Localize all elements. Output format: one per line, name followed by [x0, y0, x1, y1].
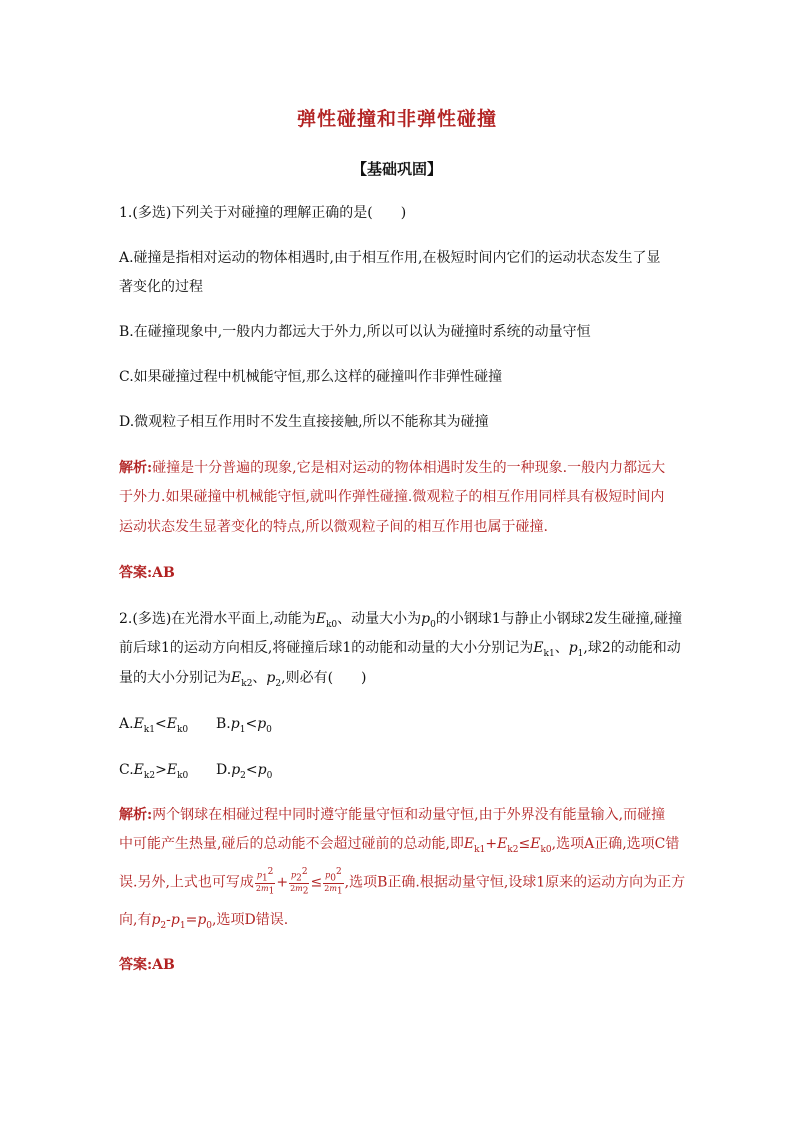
- fraction-p0: $\frac{p_0^2}{2m_1}$: [324, 867, 343, 897]
- q2-analysis-label: 解析:: [119, 807, 153, 823]
- q1-stem: 1.(多选)下列关于对碰撞的理解正确的是( ): [119, 205, 407, 221]
- q2-stem-line2: 前后球1的运动方向相反,将碰撞后球1的动能和动量的大小分别记为$E_{k1}$、$p_1$,球2的动能和动: [119, 640, 681, 659]
- q1-option-a-line2: 著变化的过程: [119, 279, 203, 295]
- q1-analysis-label: 解析:: [119, 460, 153, 476]
- q2-analysis-line1: 解析:两个钢球在相碰过程中同时遵守能量守恒和动量守恒,由于外界没有能量输入,而碰撞: [119, 807, 666, 823]
- section-heading: 【基础巩固】: [351, 160, 442, 178]
- q1-analysis-line1: 解析:碰撞是十分普遍的现象,它是相对运动的物体相遇时发生的一种现象.一般内力都远大: [119, 460, 666, 476]
- q1-option-b: B.在碰撞现象中,一般内力都远大于外力,所以可以认为碰撞时系统的动量守恒: [119, 324, 591, 340]
- q1-option-c: C.如果碰撞过程中机械能守恒,那么这样的碰撞叫作非弹性碰撞: [119, 369, 503, 385]
- q1-answer: 答案:AB: [119, 565, 175, 581]
- q2-stem-line1: 2.(多选)在光滑水平面上,动能为$E_{k0}$、动量大小为$p_0$的小钢球1与静止小钢球2发生碰撞,碰撞: [119, 611, 683, 630]
- q2-option-c: $C.E_{k2}>E_{k0}$: [119, 762, 189, 781]
- fraction-p2: $\frac{p_2^2}{2m_2}$: [290, 867, 309, 897]
- q1-analysis-line3: 运动状态发生显著变化的特点,所以微观粒子间的相互作用也属于碰撞.: [119, 519, 548, 535]
- q2-analysis-line2: 中可能产生热量,碰后的总动能不会超过碰前的总动能,即$E_{k1}+E_{k2}\le E_{k0}$,选项A正确,选项C错: [119, 836, 680, 855]
- q2-answer: 答案:AB: [119, 957, 175, 973]
- q2-option-d: $D.p_2<p_0$: [216, 762, 273, 781]
- q2-stem-line3: 量的大小分别记为$E_{k2}$、$p_2$,则必有( ): [119, 670, 367, 689]
- q2-analysis-line4: 向,有$p_2-p_1=p_0$,选项D错误.: [119, 912, 289, 931]
- q1-option-d: D.微观粒子相互作用时不发生直接接触,所以不能称其为碰撞: [119, 414, 489, 430]
- q1-analysis-line2: 于外力.如果碰撞中机械能守恒,就叫作弹性碰撞.微观粒子的相互作用同样具有极短时间内: [119, 489, 665, 505]
- q2-option-b: $B.p_1<p_0$: [216, 716, 272, 735]
- fraction-p1: $\frac{p_1^2}{2m_1}$: [255, 867, 275, 897]
- q1-option-a-line1: A.碰撞是指相对运动的物体相遇时,由于相互作用,在极短时间内它们的运动状态发生了显: [119, 250, 661, 266]
- q2-analysis-line3: 误.另外,上式也可写成 $\frac{p_1^2}{2m_1}$ + $\frac{p_2^2}{2m_2}$ ≤ $\frac{p_0^2}{2m_1}$ ,选项B正确.根据动量守恒,设球1原来的运动方向为正方: [119, 867, 686, 897]
- page-title: 弹性碰撞和非弹性碰撞: [296, 108, 497, 130]
- q2-option-a: $A.E_{k1}<E_{k0}$: [119, 716, 189, 735]
